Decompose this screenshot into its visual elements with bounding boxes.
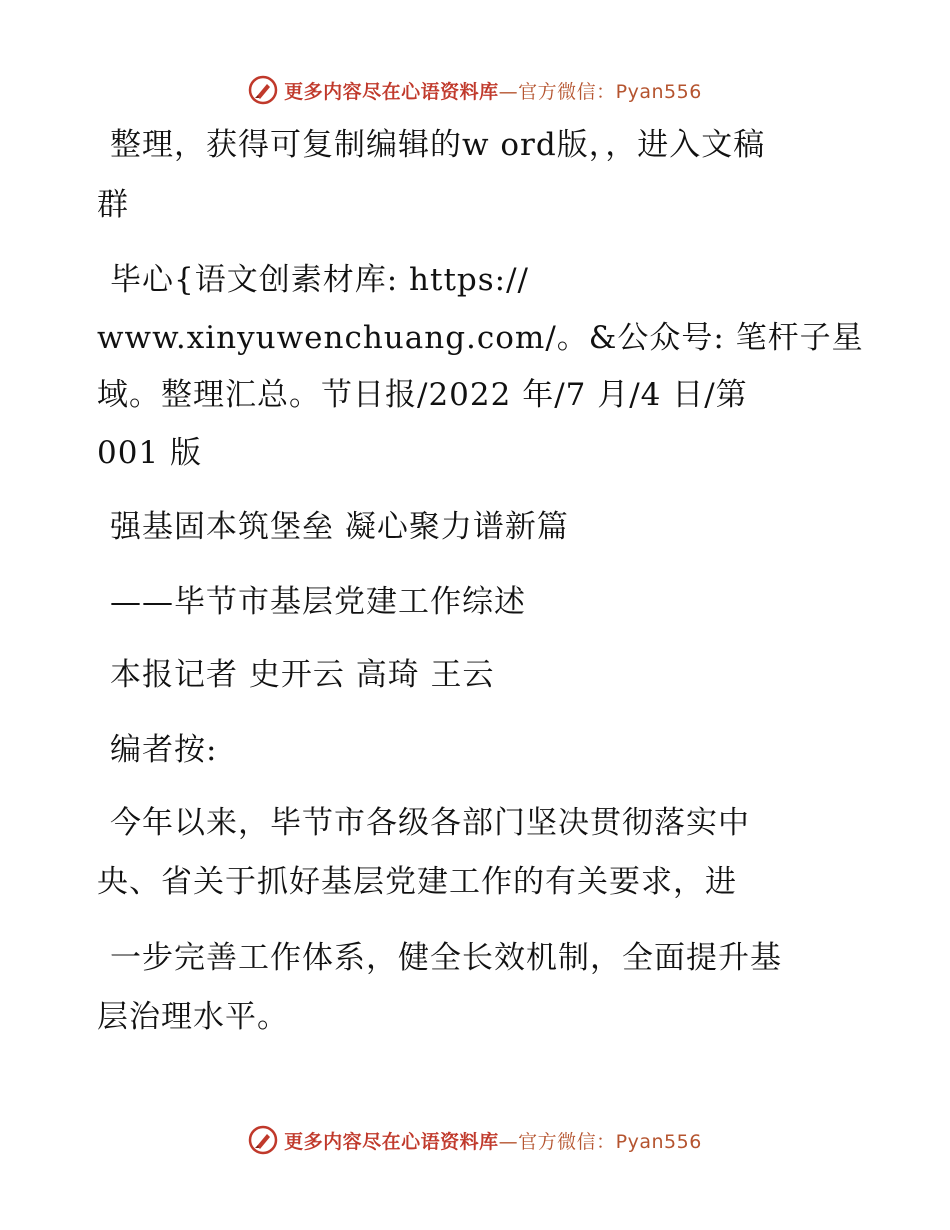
article-subtitle: ——毕节市基层党建工作综述: [110, 584, 526, 620]
watermark-banner-top: [0, 70, 950, 110]
watermark-contact: —官方微信：Pyan556: [498, 80, 702, 103]
paragraph-line: 今年以来，毕节市各级各部门坚决贯彻落实中: [110, 805, 750, 841]
paragraph-line: 层治理水平。: [97, 999, 289, 1035]
pen-nib-logo-icon: [248, 1125, 278, 1155]
watermark-brand: 更多内容尽在心语资料库: [284, 1130, 499, 1153]
paragraph-line: 一步完善工作体系，健全长效机制，全面提升基: [110, 940, 782, 976]
watermark-contact: —官方微信：Pyan556: [498, 1130, 702, 1153]
pen-nib-logo-icon: [248, 75, 278, 105]
paragraph-line: 央、省关于抓好基层党建工作的有关要求，进: [97, 864, 737, 900]
watermark-brand: 更多内容尽在心语资料库: [284, 80, 499, 103]
paragraph-line: 群: [97, 187, 129, 223]
watermark-text: [284, 1127, 702, 1154]
paragraph-line: www.xinyuwenchuang.com/。&公众号: 笔杆子星: [97, 320, 864, 356]
article-title: 强基固本筑堡垒 凝心聚力谱新篇: [110, 509, 569, 545]
paragraph-line: 域。整理汇总。节日报/2022 年/7 月/4 日/第: [97, 377, 748, 413]
paragraph-line: 毕心{语文创素材库: https://: [110, 262, 529, 298]
watermark-banner-bottom: [0, 1120, 950, 1160]
editor-note-label: 编者按:: [110, 732, 218, 768]
article-byline: 本报记者 史开云 高琦 王云: [110, 657, 495, 693]
paragraph-line: 001 版: [97, 435, 203, 471]
paragraph-line: 整理，获得可复制编辑的w ord版，，进入文稿: [110, 127, 766, 163]
watermark-text: [284, 77, 702, 104]
